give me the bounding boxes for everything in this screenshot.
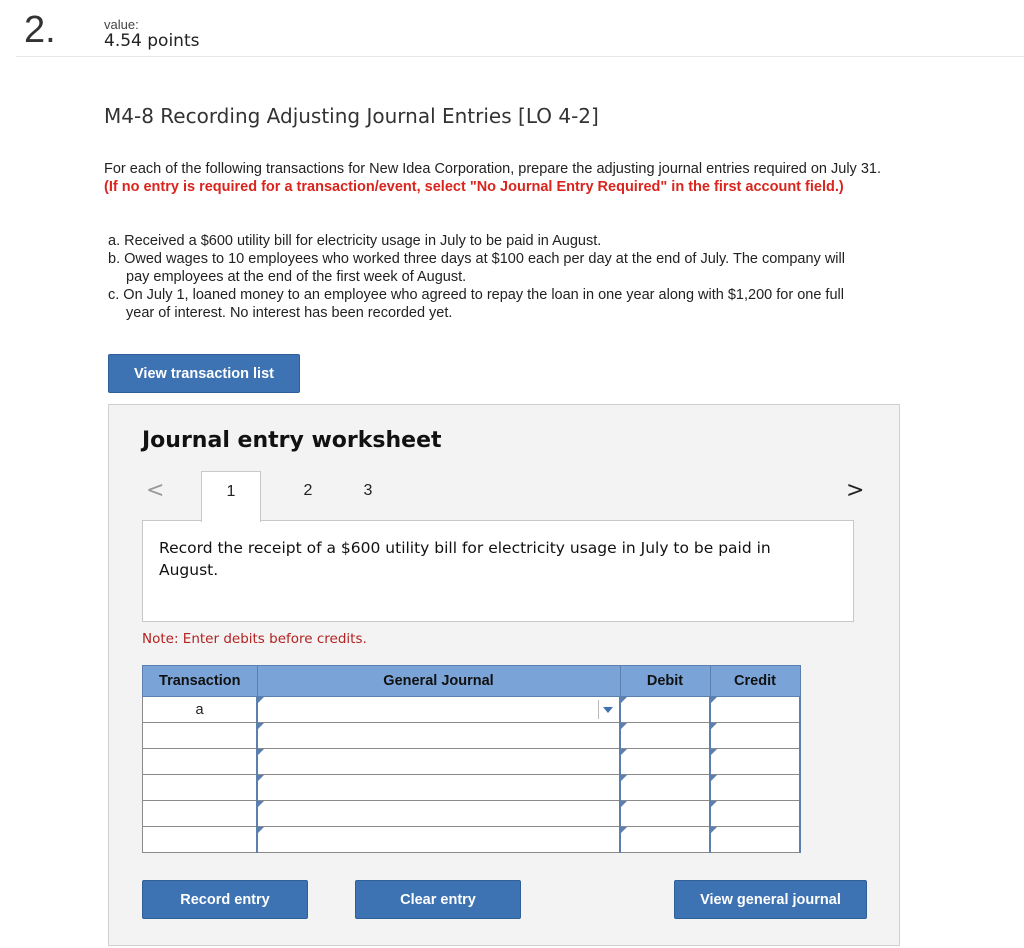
- flag-icon: [258, 775, 264, 781]
- header-transaction: Transaction: [143, 666, 258, 697]
- account-select[interactable]: [257, 723, 620, 749]
- question-number: 2.: [24, 9, 56, 51]
- transaction-list: [108, 232, 868, 322]
- flag-icon: [621, 775, 627, 781]
- table-row: [143, 775, 801, 801]
- journal-table: [142, 665, 801, 853]
- entry-note: Note: Enter debits before credits.: [142, 631, 367, 647]
- flag-icon: [711, 697, 717, 703]
- value-label: value:: [104, 17, 139, 32]
- problem-title: M4-8 Recording Adjusting Journal Entries [LO 4-2]: [104, 104, 599, 128]
- view-general-journal-button[interactable]: View general journal: [674, 880, 867, 919]
- prev-arrow-icon[interactable]: <: [146, 478, 165, 503]
- transaction-cell: [143, 749, 258, 775]
- flag-icon: [711, 801, 717, 807]
- next-arrow-icon[interactable]: >: [846, 478, 865, 503]
- record-entry-button[interactable]: Record entry: [142, 880, 308, 919]
- account-select[interactable]: [257, 801, 620, 827]
- credit-input[interactable]: [710, 801, 800, 827]
- instructions-text: For each of the following transactions for New Idea Corporation, prepare the adjusting journal entries required on July 31.: [104, 161, 881, 177]
- points-value: 4.54 points: [104, 31, 200, 51]
- flag-icon: [621, 827, 627, 833]
- flag-icon: [621, 697, 627, 703]
- credit-input[interactable]: [710, 775, 800, 801]
- table-row: [143, 697, 801, 723]
- transaction-item: b. Owed wages to 10 employees who worked three days at $100 each per day at the end of July. The company will pay employees at the end of the first week of August.: [108, 251, 845, 285]
- view-transaction-list-button[interactable]: View transaction list: [108, 354, 300, 393]
- header-debit: Debit: [620, 666, 710, 697]
- credit-input[interactable]: [710, 827, 800, 853]
- flag-icon: [258, 749, 264, 755]
- worksheet-title: Journal entry worksheet: [142, 428, 442, 453]
- table-header-row: [143, 666, 801, 697]
- clear-entry-button[interactable]: Clear entry: [355, 880, 521, 919]
- transaction-cell: a: [143, 697, 258, 723]
- transaction-item: a. Received a $600 utility bill for electricity usage in July to be paid in August.: [108, 233, 602, 249]
- dropdown-separator: [598, 700, 599, 719]
- debit-input[interactable]: [620, 749, 710, 775]
- flag-icon: [258, 697, 264, 703]
- account-select[interactable]: [257, 775, 620, 801]
- table-row: [143, 801, 801, 827]
- flag-icon: [711, 827, 717, 833]
- debit-input[interactable]: [620, 801, 710, 827]
- instructions: [104, 160, 884, 196]
- tab-1[interactable]: [201, 471, 261, 522]
- tab-label: 1: [226, 483, 236, 500]
- header-general-journal: General Journal: [257, 666, 620, 697]
- debit-input[interactable]: [620, 775, 710, 801]
- header-divider: [16, 56, 1024, 57]
- flag-icon: [258, 827, 264, 833]
- credit-input[interactable]: [710, 749, 800, 775]
- flag-icon: [711, 723, 717, 729]
- header-credit: Credit: [710, 666, 800, 697]
- transaction-cell: [143, 827, 258, 853]
- account-select[interactable]: [257, 749, 620, 775]
- debit-input[interactable]: [620, 827, 710, 853]
- table-row: [143, 827, 801, 853]
- tab-3[interactable]: 3: [363, 482, 373, 499]
- flag-icon: [258, 801, 264, 807]
- transaction-cell: [143, 723, 258, 749]
- flag-icon: [621, 749, 627, 755]
- transaction-cell: [143, 801, 258, 827]
- table-row: [143, 723, 801, 749]
- table-row: [143, 749, 801, 775]
- tab-2[interactable]: 2: [303, 482, 313, 499]
- debit-input[interactable]: [620, 697, 710, 723]
- flag-icon: [258, 723, 264, 729]
- account-select[interactable]: [257, 827, 620, 853]
- credit-input[interactable]: [710, 723, 800, 749]
- flag-icon: [711, 749, 717, 755]
- credit-input[interactable]: [710, 697, 800, 723]
- instructions-emphasis: (If no entry is required for a transaction/event, select "No Journal Entry Required" in the first account field.): [104, 179, 844, 195]
- flag-icon: [711, 775, 717, 781]
- transaction-item: c. On July 1, loaned money to an employee who agreed to repay the loan in one year along with $1,200 for one full year of interest. No interest has been recorded yet.: [108, 287, 844, 321]
- account-select[interactable]: [257, 697, 620, 723]
- transaction-cell: [143, 775, 258, 801]
- debit-input[interactable]: [620, 723, 710, 749]
- flag-icon: [621, 801, 627, 807]
- dropdown-arrow-icon[interactable]: [603, 707, 613, 713]
- transaction-description: Record the receipt of a $600 utility bill for electricity usage in July to be paid in August.: [159, 539, 771, 579]
- flag-icon: [621, 723, 627, 729]
